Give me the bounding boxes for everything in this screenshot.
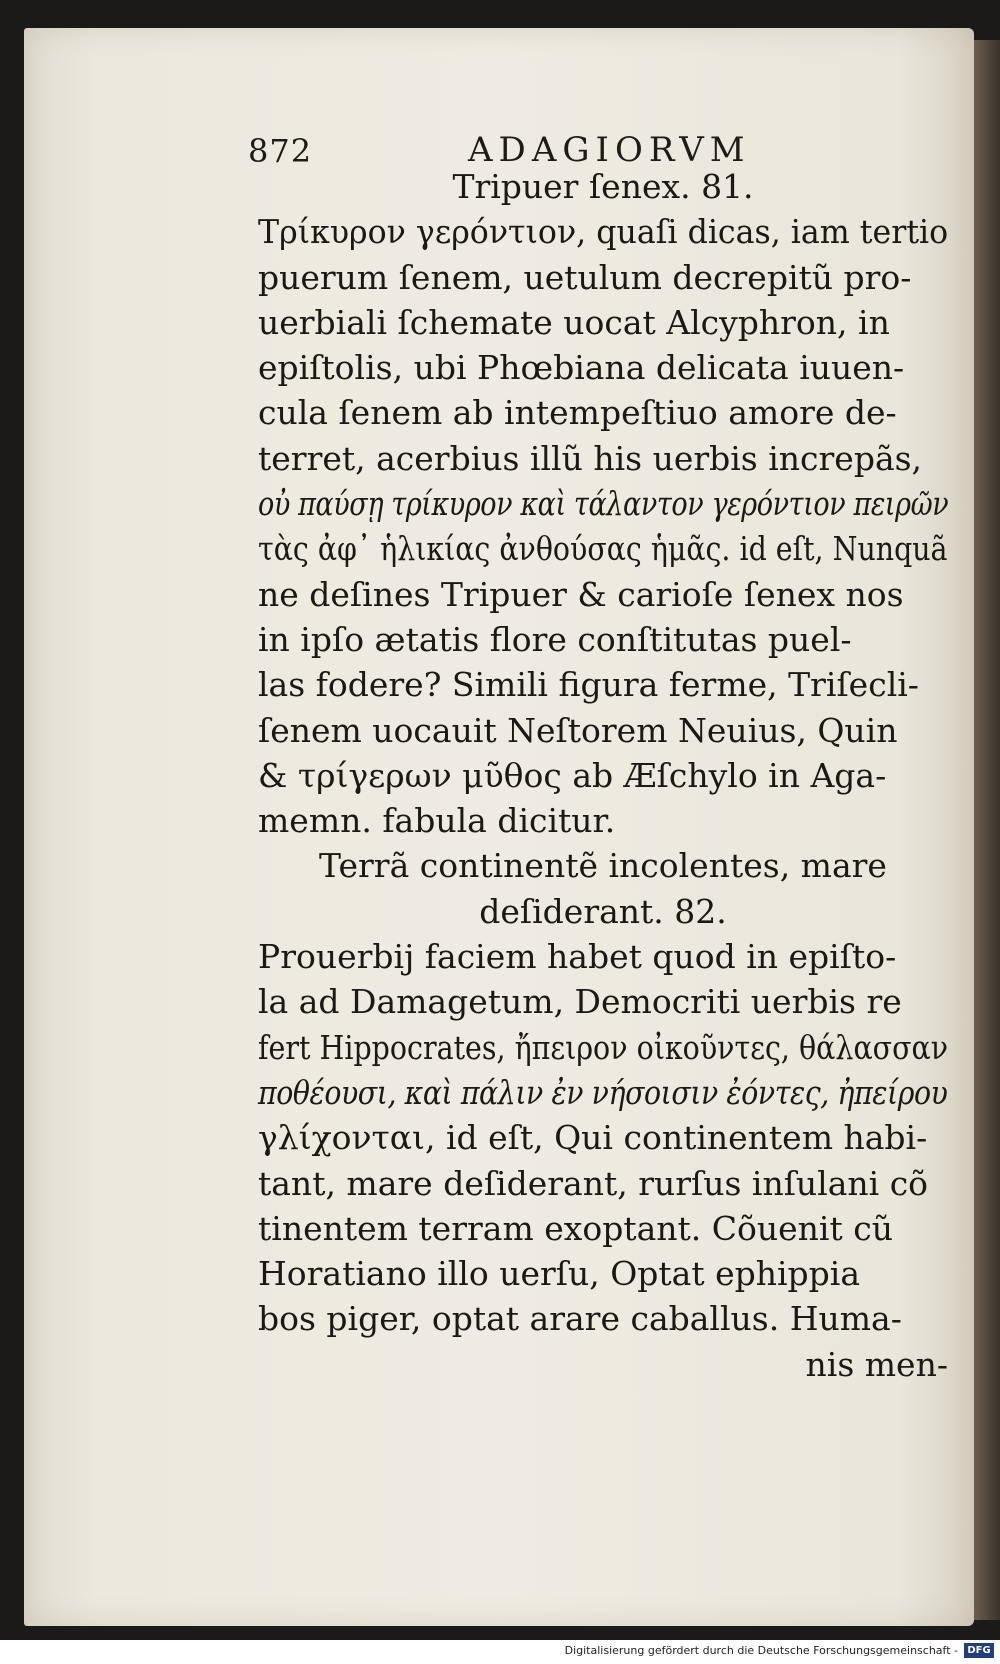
text-line: & τρίγερων μῦθος ab Æſchylo in Aga- — [258, 755, 887, 795]
text-line: in ipſo ætatis flore conſtitutas puel- — [258, 619, 852, 659]
text-line: terret, acerbius illũ his uerbis increpãs, — [258, 438, 923, 478]
text-line: memn. fabula dicitur. — [258, 801, 616, 841]
text-line: Prouerbij faciem habet quod in epiſto- — [258, 937, 897, 977]
text-line: puerum ſenem, uetulum decrepitũ pro- — [258, 257, 912, 297]
text-line: ne deſines Tripuer & carioſe ſenex nos — [258, 574, 904, 614]
catchword: nis men- — [805, 1344, 948, 1384]
footer-bar — [0, 1640, 1000, 1664]
funding-credit: Digitalisierung gefördert durch die Deutsche Forschungsgemeinschaft - — [564, 1644, 958, 1657]
section-heading-line: Terrã continentẽ incolentes, mare — [319, 846, 887, 886]
section-heading-line: deſiderant. 82. — [479, 891, 727, 931]
text-line: ποθέουσι, καὶ πάλιν ἐν νήσοισιν ἐόντες, ἠπείρου — [258, 1072, 948, 1112]
text-line: tant, mare deſiderant, rurſus inſulani cõ — [258, 1163, 929, 1203]
text-line: las fodere? Simili figura ferme, Triſecli- — [258, 665, 919, 705]
dfg-logo: DFG — [964, 1643, 994, 1658]
text-line: fert Hippocrates, ἤπειρον οἰκοῦντες, θάλασσαν — [258, 1027, 949, 1067]
text-line: epiſtolis, ubi Phœbiana delicata iuuen- — [258, 348, 905, 388]
text-line: uerbiali ſchemate uocat Alcyphron, in — [258, 302, 890, 342]
text-line: cula ſenem ab intempeſtiuo amore de- — [258, 393, 897, 433]
page-number: 872 — [248, 132, 313, 170]
main-text — [258, 164, 948, 1387]
text-line: οὐ παύσῃ τρίκυρον καὶ τάλαντον γερόντιον πειρῶν — [258, 484, 949, 524]
text-line: γλίχονται, id eſt, Qui continentem habi- — [258, 1118, 928, 1158]
text-line: Τρίκυρον γερόντιον, quaſi dicas, iam tertio — [258, 212, 949, 252]
section-heading-line: Tripuer ſenex. 81. — [452, 167, 754, 206]
text-line: la ad Damagetum, Democriti uerbis re — [258, 982, 902, 1022]
text-line: Horatiano illo uerſu, Optat ephippia — [258, 1254, 861, 1294]
page-edge-shadow — [974, 40, 1000, 1620]
text-line: tinentem terram exoptant. Cõuenit cũ — [258, 1208, 893, 1248]
text-line: τὰς ἀφ᾽ ἡλικίας ἀνθούσας ἡμᾶς. id eſt, Nunquã — [258, 529, 948, 569]
text-line: bos piger, optat arare caballus. Huma- — [258, 1299, 902, 1339]
text-line: ſenem uocauit Neſtorem Neuius, Quin — [258, 710, 898, 750]
running-head: ADAGIORVM — [468, 130, 751, 170]
